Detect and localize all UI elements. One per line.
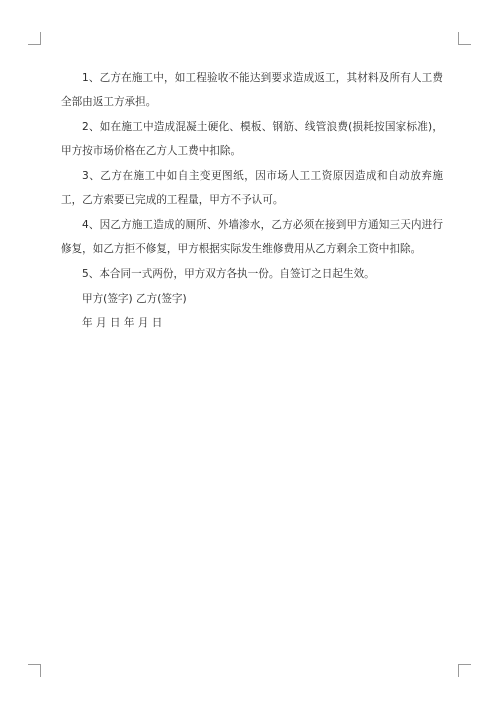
clause-5: 5、本合同一式两份，甲方双方各执一份。自签订之日起生效。 <box>82 268 375 280</box>
date-line: 年 月 日 年 月 日 <box>82 317 163 329</box>
page-corner-mark-bottom-left <box>28 664 41 677</box>
page-corner-mark-bottom-right <box>458 664 471 677</box>
signature-line: 甲方(签字) 乙方(签字) <box>82 293 187 305</box>
page-corner-mark-top-left <box>28 32 41 45</box>
document-body <box>61 66 443 335</box>
clause-4: 4、因乙方施工造成的厕所、外墙渗水，乙方必须在接到甲方通知三天内进行修复，如乙方拒不修复，甲方根据实际发生维修费用从乙方剩余工资中扣除。 <box>61 219 443 255</box>
page-corner-mark-top-right <box>458 32 471 45</box>
clause-1: 1、乙方在施工中，如工程验收不能达到要求造成返工，其材料及所有人工费全部由返工方承担。 <box>61 72 443 108</box>
clause-3: 3、乙方在施工中如自主变更图纸，因市场人工工资原因造成和自动放弃施工，乙方索要已完成的工程量，甲方不予认可。 <box>61 170 443 206</box>
clause-2: 2、如在施工中造成混凝土硬化、模板、钢筋、线管浪费(损耗按国家标准)，甲方按市场价格在乙方人工费中扣除。 <box>61 121 443 157</box>
